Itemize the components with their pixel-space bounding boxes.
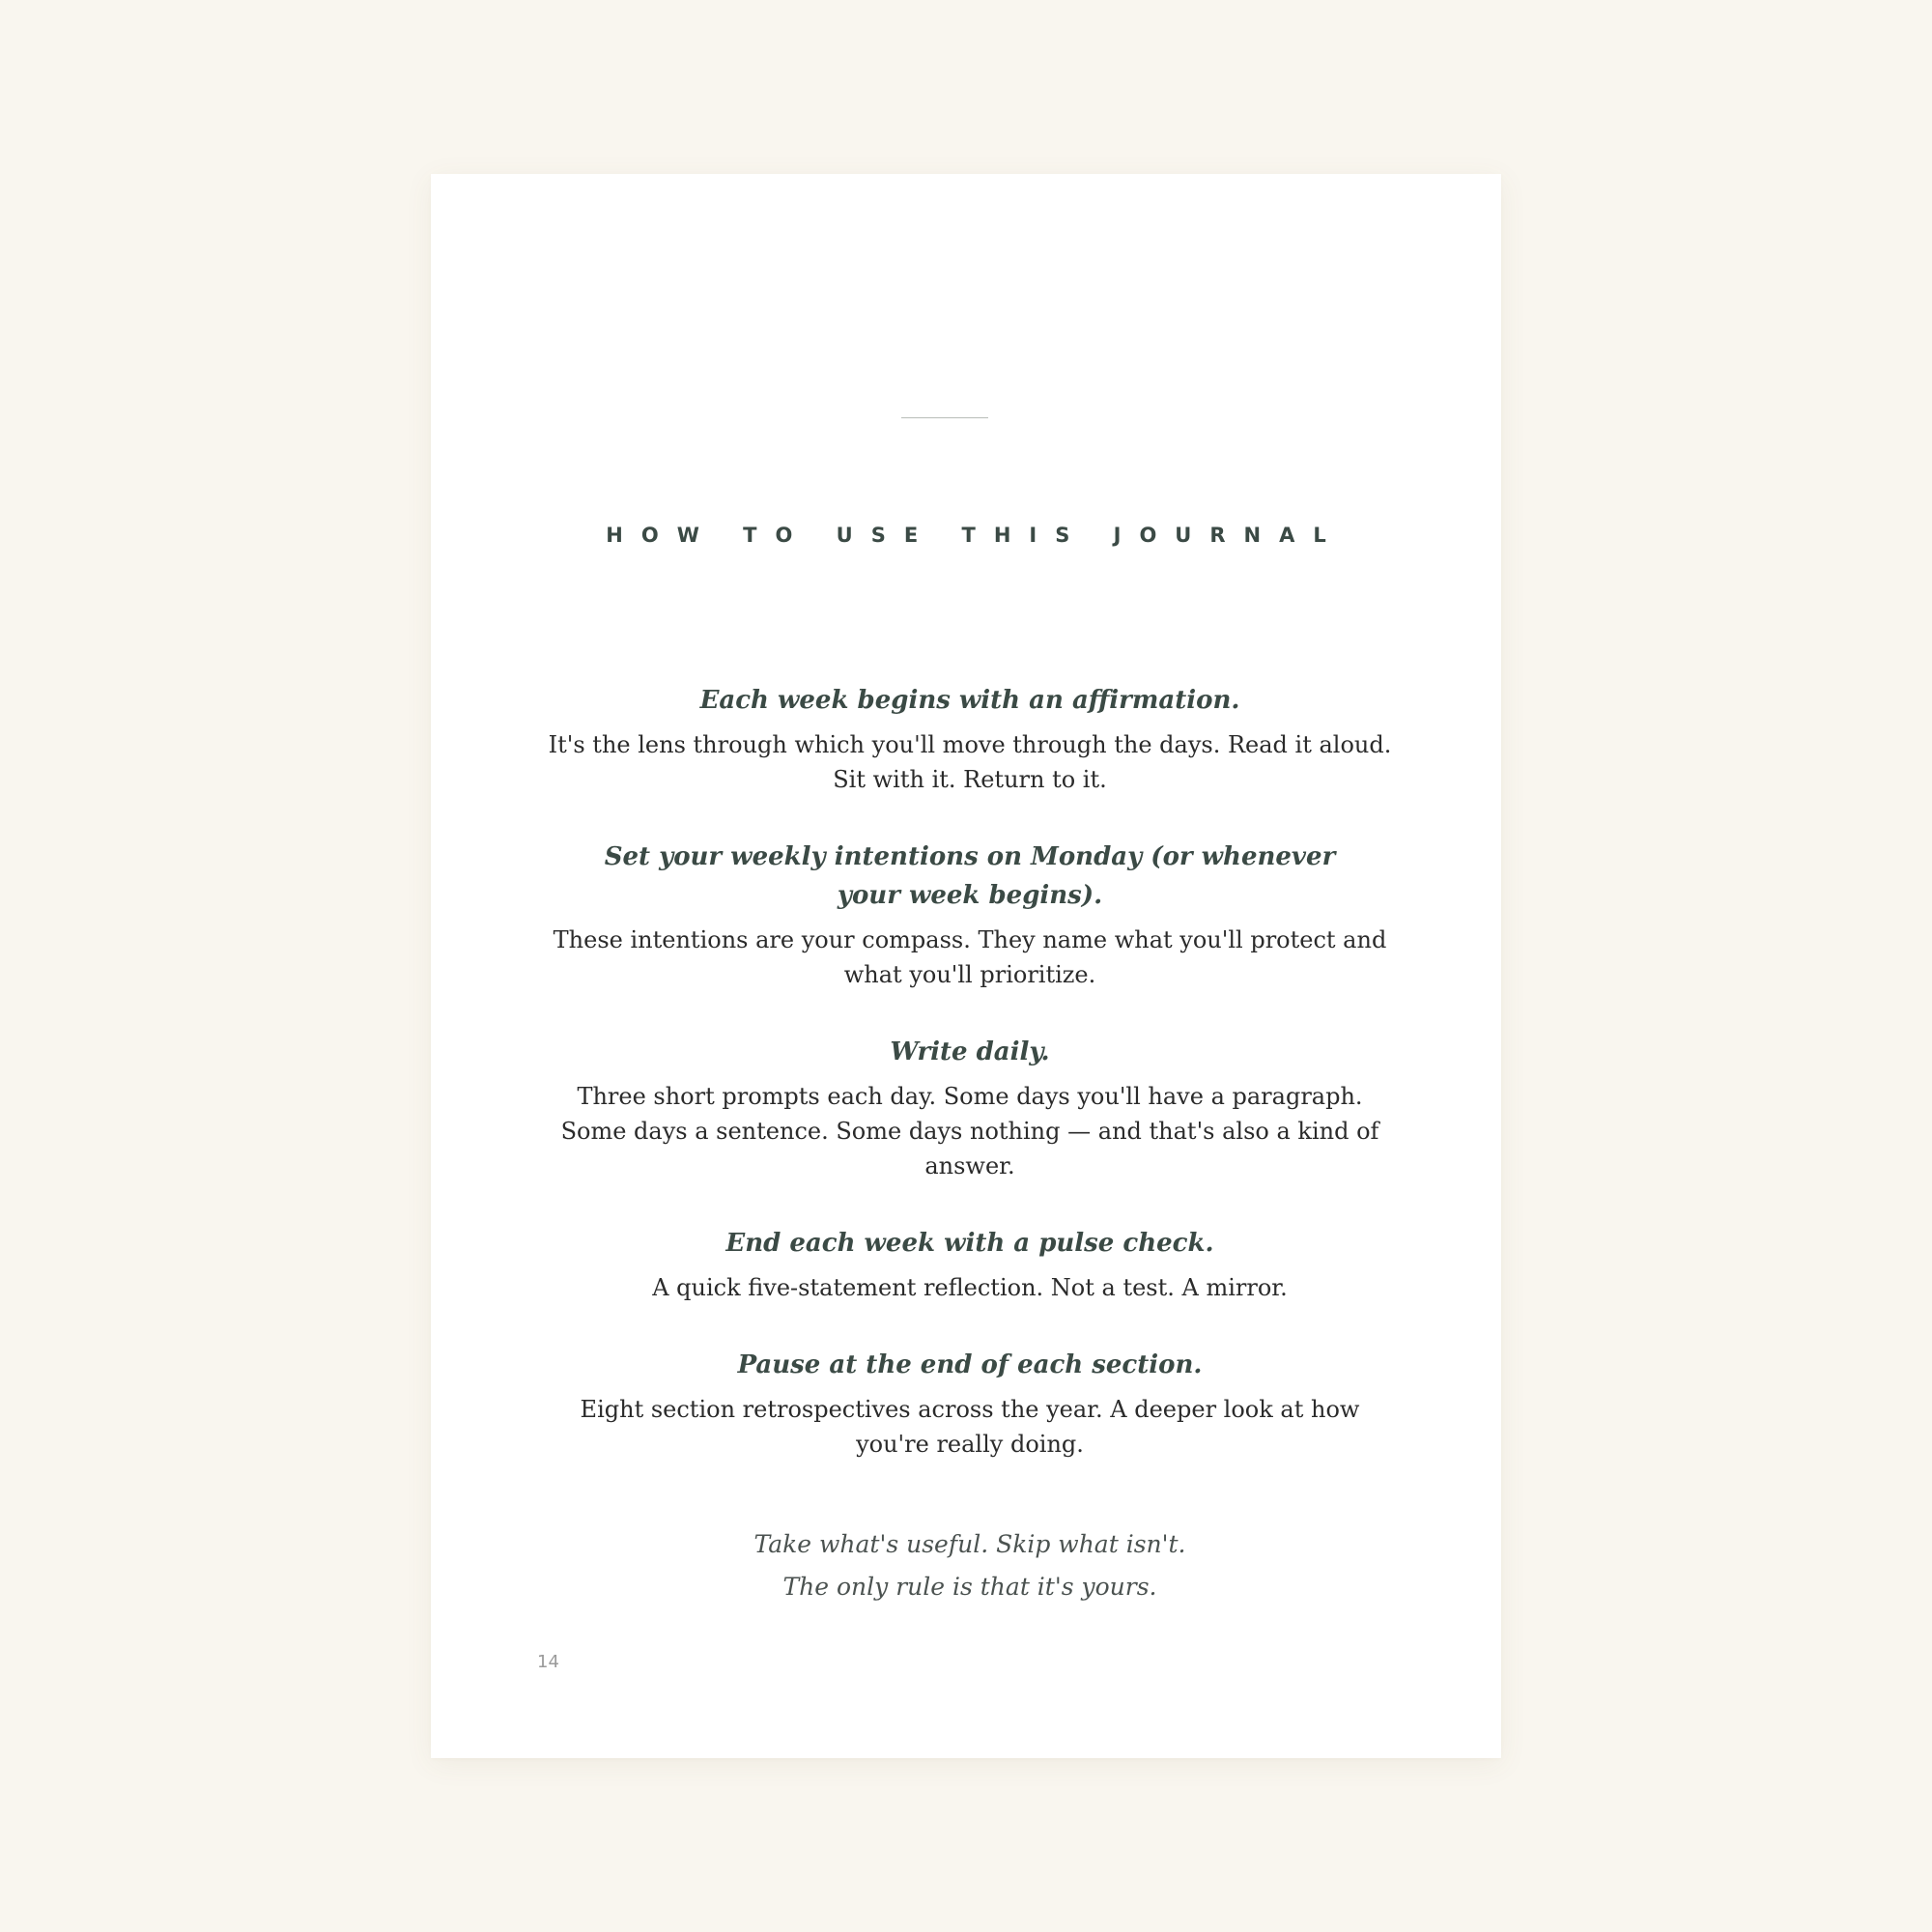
closing-note: [524, 1523, 1416, 1608]
section-title: Write daily.: [890, 1037, 1050, 1066]
instructions-list: [524, 681, 1416, 1608]
journal-page: [431, 174, 1501, 1758]
page-title: HOW TO USE THIS JOURNAL: [606, 524, 1345, 547]
page-number: 14: [537, 1652, 559, 1672]
section-body: Eight section retrospectives across the year. A deeper look at how you're really doing.: [580, 1396, 1360, 1458]
instruction-write-daily: [524, 1033, 1416, 1183]
section-title: Pause at the end of each section.: [737, 1350, 1203, 1379]
instruction-section-pause: [524, 1346, 1416, 1462]
section-body: These intentions are your compass. They name what you'll protect and what you'll prioritize.: [553, 926, 1387, 988]
section-body: Three short prompts each day. Some days you'll have a paragraph. Some days a sentence. Some days nothing — and that's also a kind of answer.: [560, 1083, 1379, 1179]
heading-divider: [901, 417, 988, 418]
instruction-pulse-check: [524, 1224, 1416, 1305]
section-title: Each week begins with an affirmation.: [699, 686, 1240, 715]
section-body: A quick five-statement reflection. Not a test. A mirror.: [652, 1274, 1288, 1301]
closing-line-1: Take what's useful. Skip what isn't.: [753, 1530, 1186, 1558]
instruction-intentions: [524, 838, 1416, 992]
section-title: Set your weekly intentions on Monday (or whenever your week begins).: [604, 842, 1336, 910]
section-title: End each week with a pulse check.: [725, 1229, 1214, 1258]
closing-line-2: The only rule is that it's yours.: [782, 1573, 1157, 1601]
section-body: It's the lens through which you'll move through the days. Read it aloud. Sit with it. Return to it.: [548, 731, 1392, 793]
instruction-affirmation: [524, 681, 1416, 797]
